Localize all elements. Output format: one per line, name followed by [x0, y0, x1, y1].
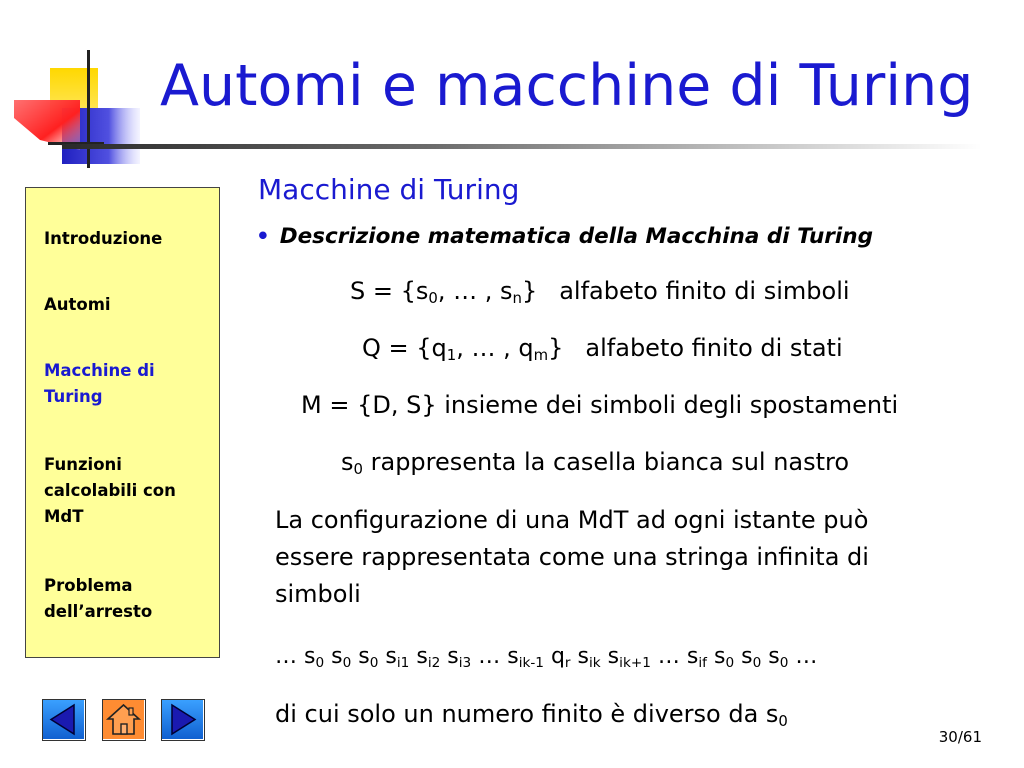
q-set-sub-1: 1: [446, 346, 457, 365]
sequence-symbol: s: [734, 644, 753, 669]
sequence-symbol: s: [440, 644, 459, 669]
q-set-sub-m: m: [533, 346, 549, 365]
last-line-text: di cui solo un numero finito è diverso da s: [275, 700, 779, 728]
sequence-subscript: 0: [342, 654, 352, 671]
sequence-subscript: ik-1: [518, 654, 544, 671]
state-alphabet-line: [362, 331, 843, 365]
sequence-subscript: ik: [589, 654, 601, 671]
next-slide-button[interactable]: [161, 699, 205, 741]
sequence-subscript: 0: [315, 654, 325, 671]
sequence-subscript: i2: [427, 654, 441, 671]
triangle-right-icon: [162, 700, 203, 739]
s-set-sub-n: n: [512, 289, 522, 308]
last-line-sub: 0: [778, 712, 788, 731]
sidebar-panel: [25, 187, 220, 658]
finite-symbols-line: [275, 697, 788, 731]
sequence-subscript: i3: [458, 654, 472, 671]
q-set-mid: , … , q: [456, 334, 534, 362]
q-set-description: alfabeto finito di stati: [585, 334, 843, 362]
sidebar-item-problema-arresto[interactable]: Problema dell’arresto: [44, 576, 153, 621]
sequence-subscript: if: [698, 654, 707, 671]
sequence-symbol: …: [788, 644, 818, 669]
sequence-symbol: s: [706, 644, 726, 669]
triangle-left-icon: [43, 700, 84, 739]
sidebar-item-introduzione[interactable]: Introduzione: [44, 229, 163, 248]
sequence-subscript: 0: [725, 654, 735, 671]
s-set-description: alfabeto finito di simboli: [559, 277, 850, 305]
sequence-subscript: 0: [369, 654, 379, 671]
tape-sequence-line: [275, 640, 817, 674]
sidebar-item-funzioni-calcolabili[interactable]: Funzioni calcolabili con MdT: [44, 455, 176, 526]
page-number: 30/61: [938, 728, 982, 746]
sequence-subscript: ik+1: [619, 654, 651, 671]
bullet-text: Descrizione matematica della Macchina di Turing: [279, 224, 873, 249]
sequence-subscript: r: [564, 654, 571, 671]
paragraph-line-2: essere rappresentata come una stringa infinita di: [275, 543, 869, 571]
symbol-alphabet-line: [350, 274, 850, 308]
section-subtitle: Macchine di Turing: [258, 173, 520, 206]
sequence-symbol: … s: [471, 644, 519, 669]
sequence-symbol: … s: [275, 644, 316, 669]
s0-text: rappresenta la casella bianca sul nastro: [362, 448, 850, 476]
home-icon: [103, 700, 144, 739]
paragraph-line-1: La configurazione di una MdT ad ogni istante può: [275, 506, 869, 534]
movement-set-line: M = {D, S} insieme dei simboli degli spostamenti: [301, 391, 899, 419]
sequence-symbol: s: [378, 644, 397, 669]
sequence-symbol: s: [600, 644, 620, 669]
sequence-symbol: s: [409, 644, 428, 669]
s0-sub: 0: [353, 460, 363, 479]
q-set-prefix: Q = {q: [362, 334, 447, 362]
q-set-suffix: }: [548, 334, 564, 362]
sequence-symbol: s: [761, 644, 780, 669]
s0-prefix: s: [341, 448, 354, 476]
s-set-sub-0: 0: [428, 289, 438, 308]
sequence-subscript: 0: [752, 654, 762, 671]
sequence-subscript: i1: [396, 654, 410, 671]
bullet-dot: •: [256, 224, 270, 249]
s-set-suffix: }: [521, 277, 538, 305]
prev-slide-button[interactable]: [42, 699, 86, 741]
title-divider: [62, 144, 982, 149]
sequence-symbol: q: [543, 644, 565, 669]
bullet-item: [256, 220, 873, 254]
sequence-symbol: … s: [650, 644, 699, 669]
sidebar-item-automi[interactable]: Automi: [44, 295, 111, 314]
sidebar-item-macchine-di-turing[interactable]: Macchine di Turing: [44, 361, 155, 406]
sequence-symbol: s: [570, 644, 589, 669]
slide-title: Automi e macchine di Turing: [160, 53, 974, 119]
sequence-symbol: s: [351, 644, 370, 669]
paragraph-line-3: simboli: [275, 580, 361, 608]
s-set-prefix: S = {s: [350, 277, 429, 305]
sequence-subscript: 0: [779, 654, 789, 671]
home-button[interactable]: [102, 699, 146, 741]
s-set-mid: , … , s: [437, 277, 513, 305]
sequence-symbol: s: [324, 644, 343, 669]
blank-cell-line: [341, 445, 849, 479]
